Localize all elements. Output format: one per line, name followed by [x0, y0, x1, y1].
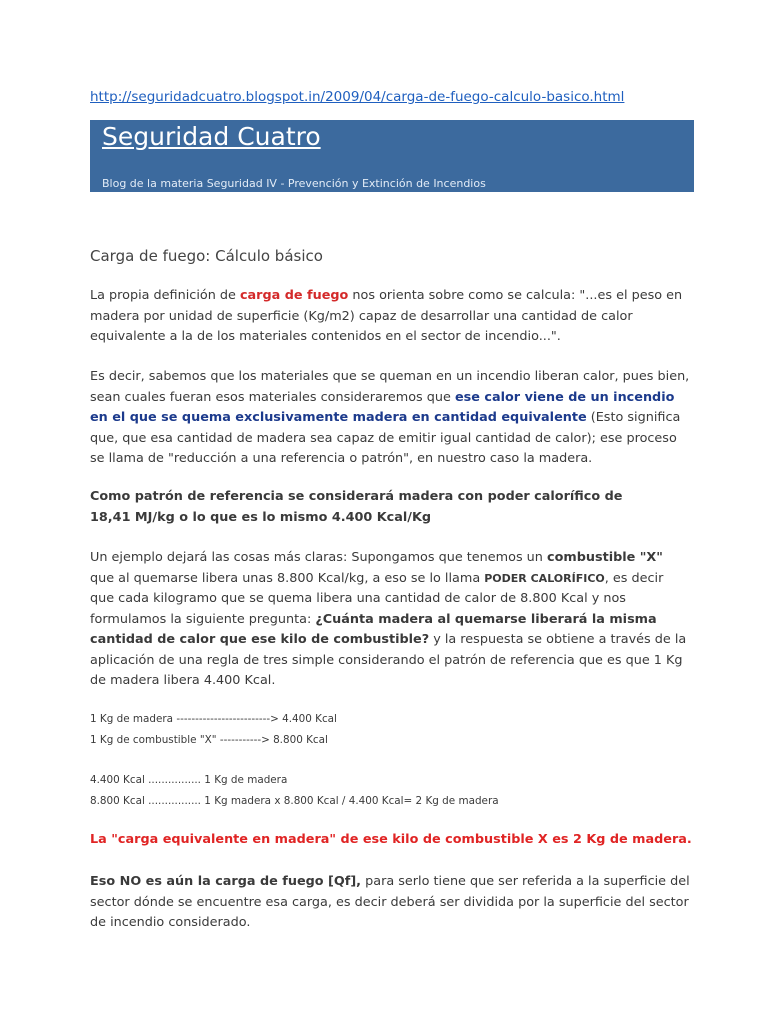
calc-line-2: 1 Kg de combustible "X" -----------> 8.800 Kcal — [90, 734, 328, 746]
paragraph-reference-pattern: Como patrón de referencia se considerará madera con poder calorífico de 18,41 MJ/kg o lo que es lo mismo 4.400 Kcal/Kg — [90, 489, 623, 525]
not-yet-fire-load-highlight: Eso NO es aún la carga de fuego [Qf], — [90, 874, 362, 889]
paragraph-example-text-a: Un ejemplo dejará las cosas más claras: Supongamos que tenemos un — [90, 550, 547, 565]
blog-header-banner — [90, 120, 694, 192]
paragraph-explanation-text-a: Es decir, sabemos que los materiales que se queman en un incendio liberan calor, pues bien, sean cuales fueran esos materiales consideraremos que — [90, 369, 690, 405]
paragraph-definition-text-c: nos orienta sobre como se calcula: "...es el peso en madera por unidad de superficie (Kg/m2) capaz de desarrollar una cantidad de calor equivalente a la de los materiales contenidos en el sector de incendio...". — [90, 288, 683, 344]
calc-line-4: 8.800 Kcal ................ 1 Kg madera x 8.800 Kcal / 4.400 Kcal= 2 Kg de madera — [90, 795, 499, 807]
paragraph-definition — [90, 286, 690, 348]
conclusion-statement: La "carga equivalente en madera" de ese kilo de combustible X es 2 Kg de madera. — [90, 832, 692, 847]
post-title: Carga de fuego: Cálculo básico — [90, 247, 323, 265]
paragraph-example-text-e: , es decir que cada kilogramo que se quema libera una cantidad de calor de 8.800 Kcal y nos formulamos la siguiente pregunta: — [90, 570, 664, 627]
madera-equivalente-highlight: ese calor viene de un incendio en el que se quema exclusivamente madera en cantidad equivalente — [90, 389, 675, 425]
paragraph-explanation — [90, 367, 690, 470]
question-highlight: ¿Cuánta madera al quemarse liberará la misma cantidad de calor que ese kilo de combustible? — [90, 611, 657, 647]
paragraph-final — [90, 872, 690, 934]
paragraph-example-text-c: que al quemarse libera unas 8.800 Kcal/kg, a eso se lo llama — [90, 570, 485, 586]
calc-line-3: 4.400 Kcal ................ 1 Kg de madera — [90, 774, 288, 786]
blog-subtitle: Blog de la materia Seguridad IV - Prevención y Extinción de Incendios — [102, 177, 486, 190]
carga-de-fuego-highlight: carga de fuego — [239, 288, 349, 303]
blog-title-link[interactable]: Seguridad Cuatro — [102, 122, 321, 151]
combustible-x-highlight: combustible "X" — [546, 550, 663, 565]
calc-line-1: 1 Kg de madera -------------------------> 4.400 Kcal — [90, 713, 337, 725]
poder-calorifico-highlight: PODER CALORÍFICO — [484, 571, 605, 585]
paragraph-example — [90, 548, 690, 692]
paragraph-explanation-text-c: (Esto significa que, que esa cantidad de madera sea capaz de emitir igual cantidad de calor); ese proceso se llama de "reducción a una referencia o patrón", en nuestro caso la madera. — [90, 410, 681, 466]
paragraph-example-text-g: y la respuesta se obtiene a través de la aplicación de una regla de tres simple considerando el patrón de referencia que es que 1 Kg de madera libera 4.400 Kcal. — [90, 632, 687, 688]
paragraph-definition-text-a: La propia definición de — [90, 288, 240, 303]
source-url-link[interactable]: http://seguridadcuatro.blogspot.in/2009/04/carga-de-fuego-calculo-basico.html — [90, 89, 625, 105]
paragraph-final-text-b: para serlo tiene que ser referida a la superficie del sector dónde se encuentre esa carga, es decir deberá ser dividida por la superficie del sector de incendio considerado. — [90, 874, 690, 930]
